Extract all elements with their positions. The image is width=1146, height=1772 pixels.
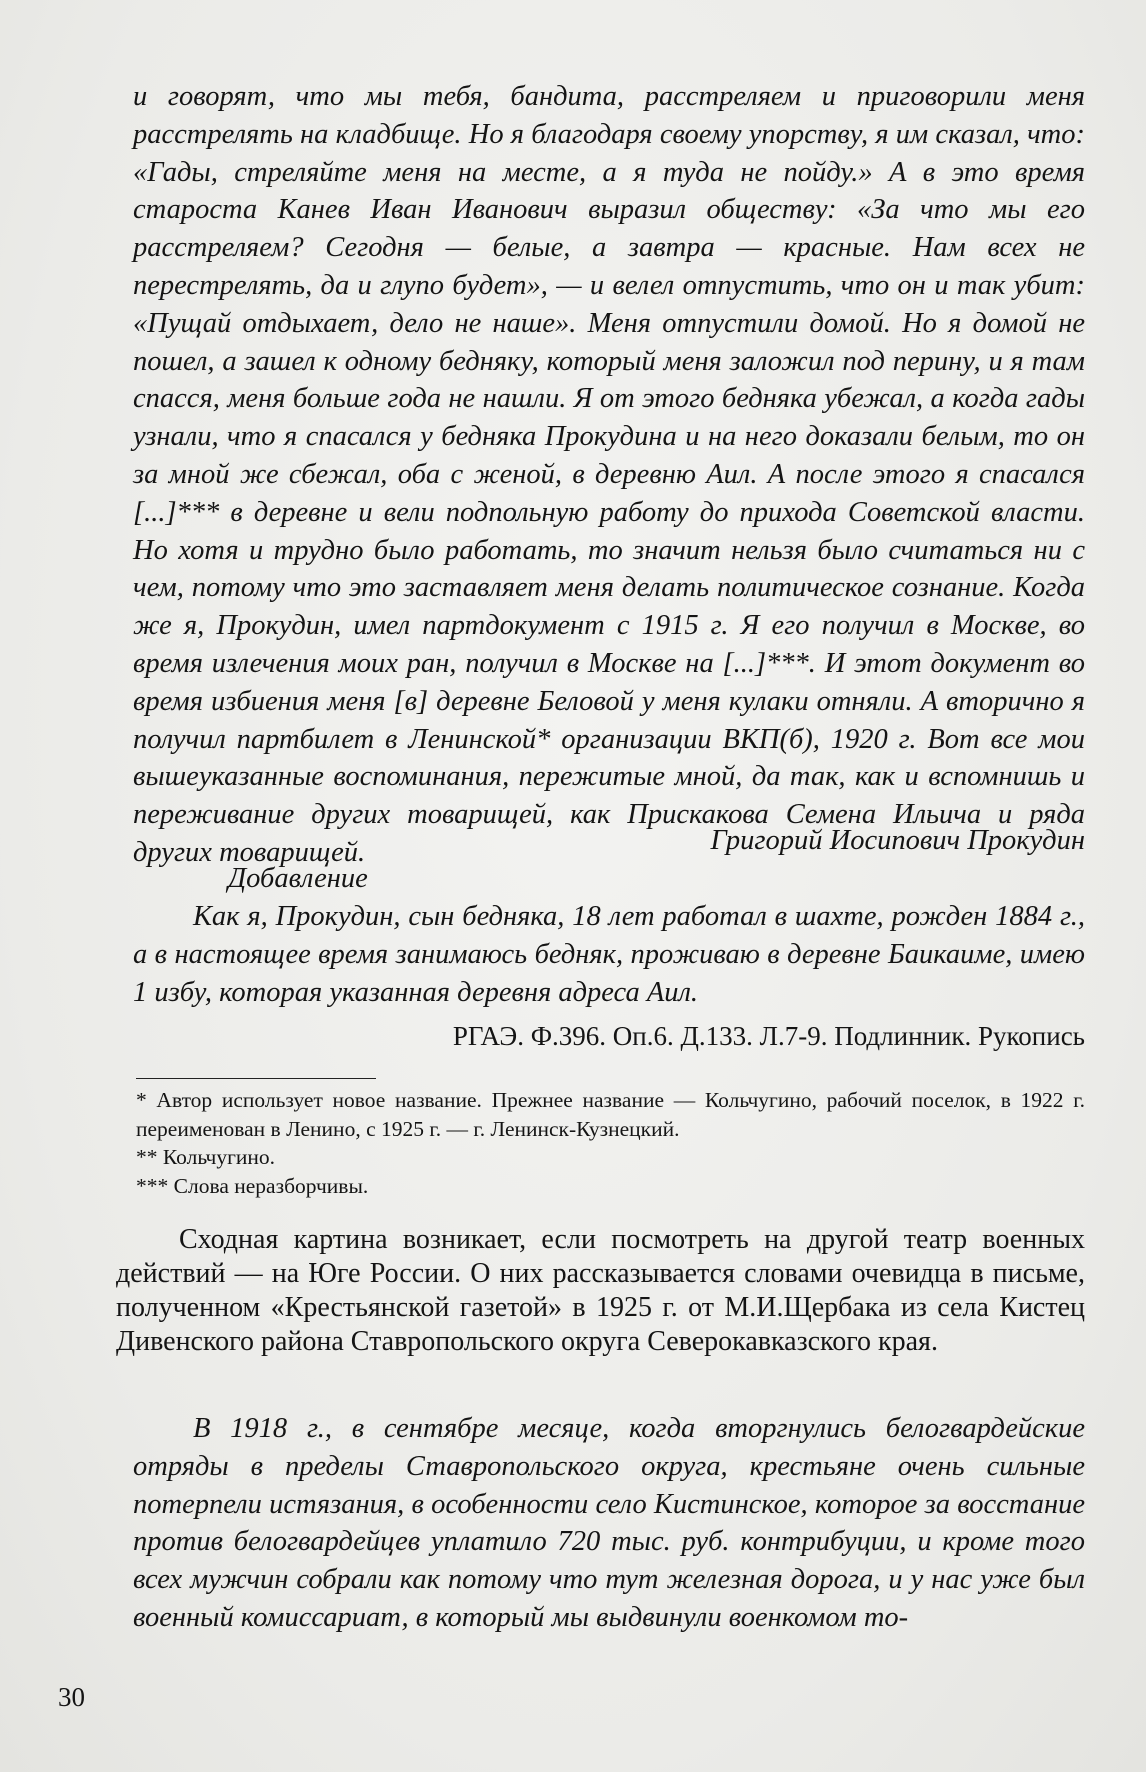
addition-text: Как я, Прокудин, сын бедняка, 18 лет работал в шахте, рожден 1884 г., а в настоящее время занимаюсь бедняк, проживаю в деревне Баикаиме, имею 1 избу, которая указанная деревня адреса Аил.: [133, 901, 1085, 1008]
footnote: * Автор использует новое название. Прежнее название — Кольчугино, рабочий поселок, в 1922 г. переименован в Ленино, с 1925 г. — г. Ленинск-Кузнецкий.: [136, 1088, 1085, 1141]
body-paragraph: Сходная картина возникает, если посмотреть на другой театр военных действий — на Юге России. О них рассказывается словами очевидца в письме, полученном «Крестьянской газетой» в 1925 г. от М.И.Щербака из села Кистец Дивенского района Ставропольского округа Северокавказского края.: [116, 1224, 1085, 1357]
body-text: [116, 1223, 1085, 1359]
footnote: ** Кольчугино.: [136, 1145, 276, 1169]
addition-heading: Добавление: [228, 863, 368, 894]
addition-quote: [133, 898, 1085, 1011]
letter-quote: [133, 1410, 1085, 1637]
memoir-quote: [133, 78, 1085, 872]
letter-quote-text: В 1918 г., в сентябре месяце, когда вторгнулись белогвардейские отряды в пределы Ставропольского округа, крестьяне очень сильные потерпели истязания, в особенности село Кистинское, которое за восстание против белогвардейцев уплатило 720 тыс. руб. контрибуции, и кроме того всех мужчин собрали как потому что тут железная дорога, и у нас уже был военный комиссариат, в который мы выдвинули военкомом то-: [133, 1413, 1085, 1633]
footnote-divider: [136, 1078, 376, 1079]
page-number: 30: [58, 1682, 85, 1712]
signature: Григорий Иосипович Прокудин: [710, 825, 1085, 856]
footnotes: [136, 1086, 1085, 1200]
memoir-quote-text: и говорят, что мы тебя, бандита, расстреляем и приговорили меня расстрелять на кладбище. Но я благодаря своему упорству, я им сказал, что: «Гады, стреляйте меня на месте, а я туда не пойду.» А в это время староста Канев Иван Иванович выразил обществу: «За что мы его расстреляем? Сегодня — белые, а завтра — красные. Нам всех не перестрелять, да и глупо будет», — и велел отпустить, что он и так убит: «Пущай отдыхает, дело не наше». Меня отпустили домой. Но я домой не пошел, а зашел к одному бедняку, который меня заложил под перину, и я там спасся, меня больше года не нашли. Я от этого бедняка убежал, а когда гады узнали, что я спасался у бедняка Прокудина и на него доказали белым, то он за мной же сбежал, оба с женой, в деревню Аил. А после этого я спасался [...]*** в деревне и вели подпольную работу до прихода Советской власти. Но хотя и трудно было работать, то значит нельзя было считаться ни с чем, потому что это заставляет меня делать политическое сознание. Когда же я, Прокудин, имел партдокумент с 1915 г. Я его получил в Москве, во время излечения моих ран, получил в Москве на [...]***. И этот документ во время избиения меня [в] деревне Беловой у меня кулаки отняли. А вторично я получил партбилет в Ленинской* организации ВКП(б), 1920 г. Вот все мои вышеуказанные воспоминания, пережитые мной, да так, как и вспомнишь и переживание других товарищей, как Прискакова Семена Ильича и ряда других товарищей.: [133, 81, 1085, 868]
archive-reference: РГАЭ. Ф.396. Оп.6. Д.133. Л.7-9. Подлинник. Рукопись: [452, 1021, 1085, 1051]
footnote: *** Слова неразборчивы.: [136, 1173, 369, 1198]
